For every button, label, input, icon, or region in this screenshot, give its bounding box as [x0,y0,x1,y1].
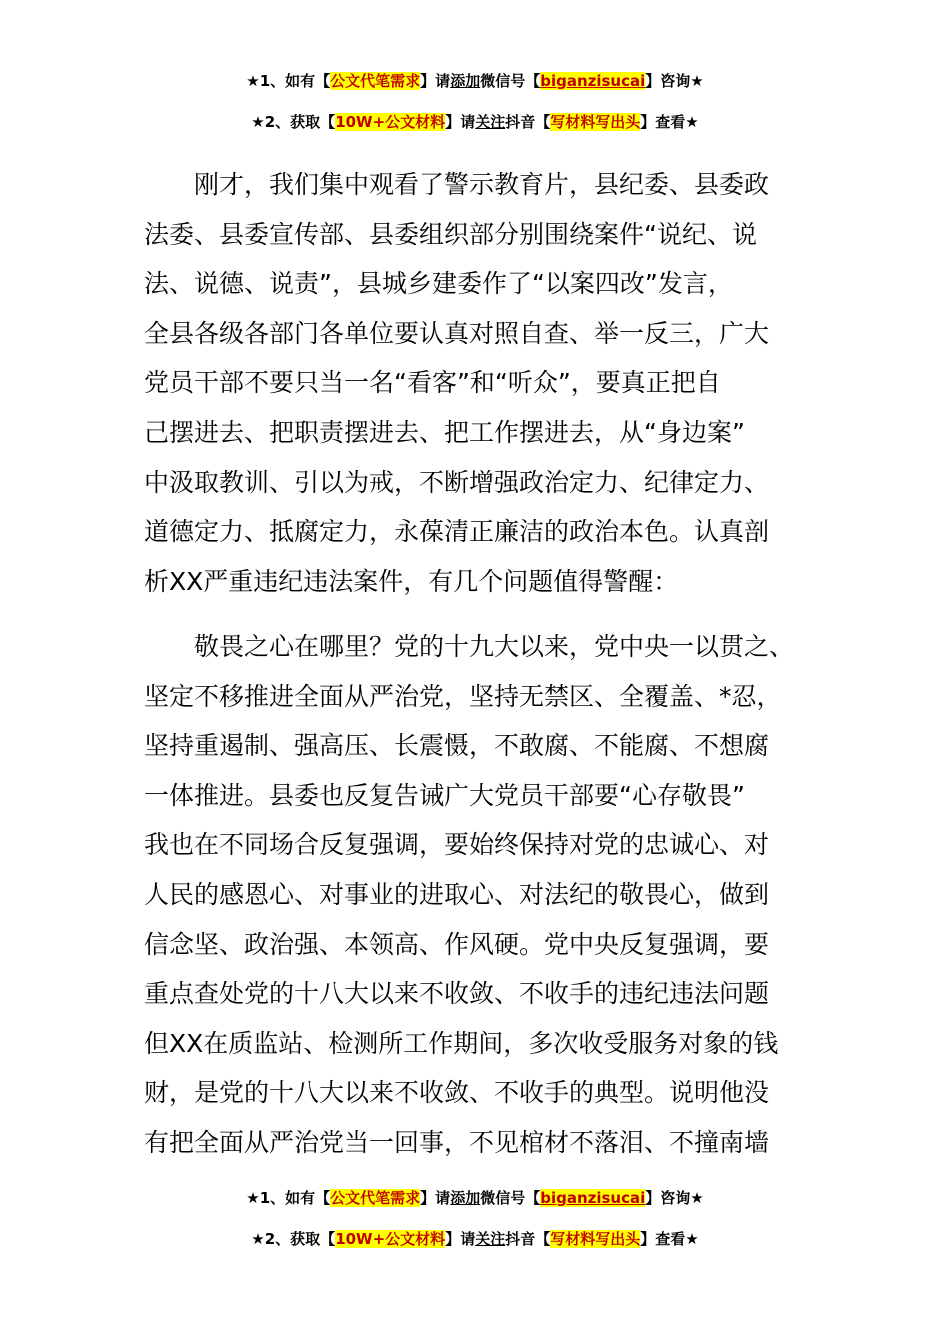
ad-highlight: 公文代笔需求 [330,72,421,90]
ad-text: 抖音【 [505,113,551,131]
ad-prefix: ★1、如有【 [246,1189,331,1207]
text-line: 但XX在质监站、检测所工作期间，多次收受服务对象的钱 [144,1028,779,1058]
text-line: 敬畏之心在哪里？党的十九大以来，党中央一以贯之、 [194,632,795,661]
text-line: 党员干部不要只当一名“看客”和“听众”，要真正把自 [144,368,721,398]
ad-prefix: ★1、如有【 [246,72,331,90]
paragraph-2 [144,622,824,1168]
ad-prefix: ★2、获取【 [251,1230,336,1248]
ad-underline: 添加 [450,1189,481,1207]
ad-highlight: 10W+公文材料 [335,1230,446,1248]
text-line: 有把全面从严治党当一回事，不见棺材不落泪、不撞南墙 [144,1127,770,1157]
text-line: 人民的感恩心、对事业的进取心、对法纪的敬畏心，做到 [144,879,770,909]
wechat-id: biganzisucai [540,72,646,90]
text-line: 法、说德、说责”，县城乡建委作了“以案四改”发言， [144,269,733,299]
ad-suffix: 】咨询★ [645,72,704,90]
ad-text: 】请 [445,1230,476,1248]
ad-text: 】请 [420,72,451,90]
ad-prefix: ★2、获取【 [251,113,336,131]
ad-suffix: 】咨询★ [645,1189,704,1207]
ad-text: 】请 [445,113,476,131]
douyin-id: 写材料写出头 [550,113,641,131]
ad-highlight: 公文代笔需求 [330,1189,421,1207]
footer-ad-line-2 [0,1229,950,1249]
text-line: 财，是党的十八大以来不收敛、不收手的典型。说明他没 [144,1078,770,1108]
ad-underline: 关注 [475,1230,506,1248]
text-line: 己摆进去、把职责摆进去、把工作摆进去，从“身边案” [144,417,745,447]
ad-text: 微信号【 [480,72,541,90]
paragraph-1 [144,160,824,606]
ad-suffix: 】查看★ [640,113,699,131]
text-line: 刚才，我们集中观看了警示教育片，县纪委、县委政 [194,170,770,199]
ad-underline: 关注 [475,113,506,131]
text-line: 析XX严重违纪违法案件，有几个问题值得警醒： [144,566,679,596]
ad-text: 】请 [420,1189,451,1207]
text-line: 坚持重遏制、强高压、长震慑，不敢腐、不能腐、不想腐 [144,731,770,761]
text-line: 中汲取教训、引以为戒，不断增强政治定力、纪律定力、 [144,467,770,497]
wechat-id: biganzisucai [540,1189,646,1207]
douyin-id: 写材料写出头 [550,1230,641,1248]
header-ad-line-2 [0,112,950,132]
text-line: 信念坚、政治强、本领高、作风硬。党中央反复强调，要 [144,929,770,959]
text-line: 一体推进。县委也反复告诫广大党员干部要“心存敬畏” [144,780,745,810]
ad-highlight: 10W+公文材料 [335,113,446,131]
text-line: 我也在不同场合反复强调，要始终保持对党的忠诚心、对 [144,830,770,860]
text-line: 重点查处党的十八大以来不收敛、不收手的违纪违法问题 [144,979,770,1009]
text-line: 道德定力、抵腐定力，永葆清正廉洁的政治本色。认真剖 [144,517,770,547]
text-line: 法委、县委宣传部、县委组织部分别围绕案件“说纪、说 [144,219,757,249]
ad-underline: 添加 [450,72,481,90]
ad-text: 抖音【 [505,1230,551,1248]
header-ad-line-1 [0,71,950,91]
text-line: 全县各级各部门各单位要认真对照自查、举一反三，广大 [144,318,770,348]
text-line: 坚定不移推进全面从严治党，坚持无禁区、全覆盖、*忍， [144,681,782,711]
footer-ad-line-1 [0,1188,950,1208]
ad-text: 微信号【 [480,1189,541,1207]
ad-suffix: 】查看★ [640,1230,699,1248]
